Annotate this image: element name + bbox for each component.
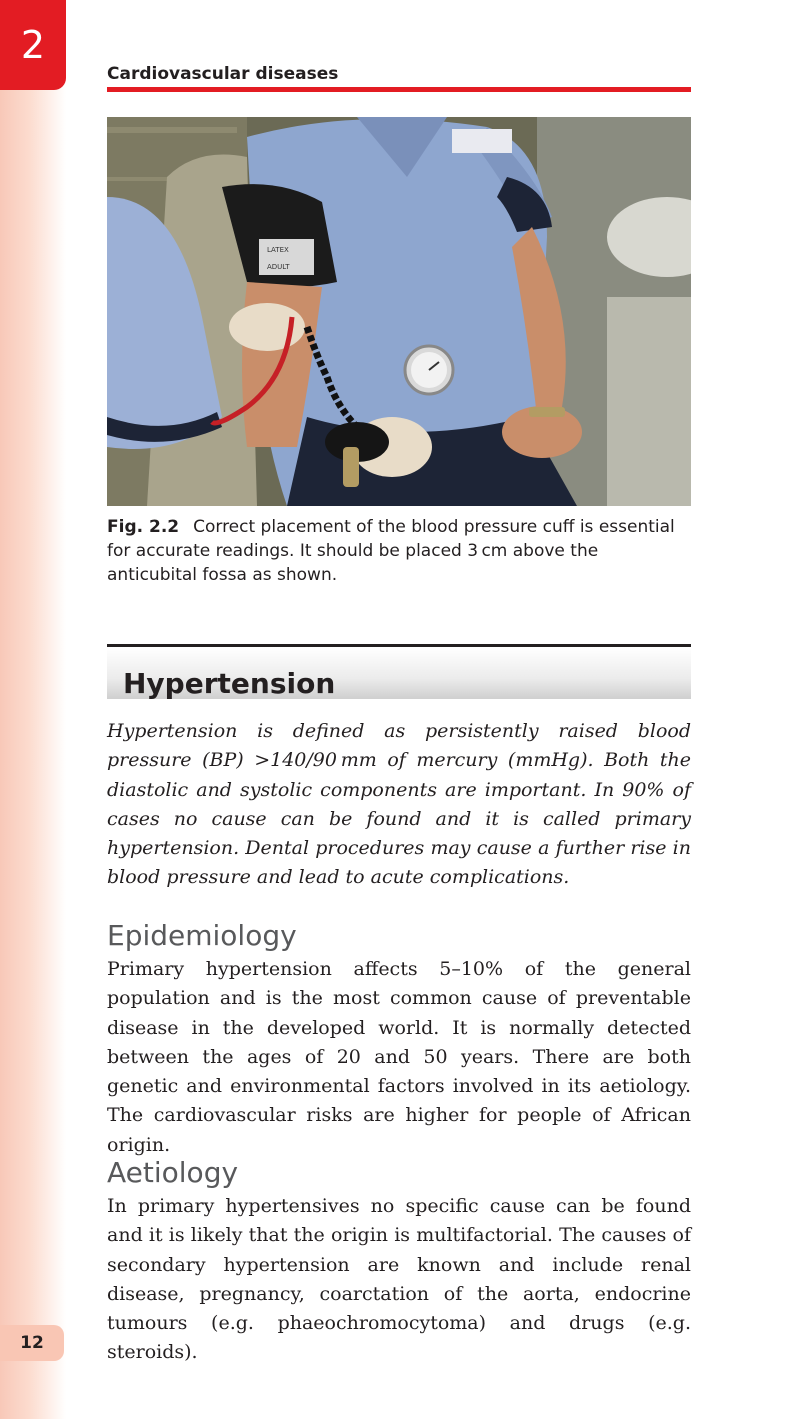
margin-band <box>0 0 66 1419</box>
aetiology-text: In primary hypertensives no specific cause can be found and it is likely that the origin is multifactorial. The causes of secondary hypertension are known and include renal disease, pregnancy, coarctation of the aorta, endocrine tumours (e.g. phaeochromocytoma) and drugs (e.g. steroids). <box>107 1195 691 1364</box>
figure-caption <box>107 515 691 587</box>
chapter-tab: 2 <box>0 0 66 90</box>
epidemiology-heading: Epidemiology <box>107 919 297 952</box>
figure-caption-text: Correct placement of the blood pressure cuff is essential for accurate readings. It should be placed 3 cm above the anticubital fossa as shown. <box>107 517 675 585</box>
svg-text:LATEX: LATEX <box>267 246 289 254</box>
section-header <box>107 644 691 699</box>
svg-text:ADULT: ADULT <box>267 263 290 271</box>
section-title: Hypertension <box>123 667 336 700</box>
figure-photo <box>107 117 691 506</box>
running-head: Cardiovascular diseases <box>107 64 691 92</box>
section-intro: Hypertension is defined as persistently raised blood pressure (BP) >140/90 mm of mercury (mmHg). Both the diastolic and systolic components are important. In 90% of cases no cause can be found and it is called primary hypertension. Dental procedures may cause a further rise in blood pressure and lead to acute complications. <box>107 720 691 889</box>
page-number: 12 <box>0 1325 64 1361</box>
aetiology-heading: Aetiology <box>107 1156 239 1189</box>
figure-label: Fig. 2.2 <box>107 517 180 537</box>
epidemiology-text: Primary hypertension affects 5–10% of the general population and is the most common cause of preventable disease in the developed world. It is normally detected between the ages of 20 and 50 years. There are both genetic and environmental factors involved in its aetiology. The cardiovascular risks are higher for people of African origin. <box>107 958 691 1156</box>
blood-pressure-photo <box>107 117 691 506</box>
